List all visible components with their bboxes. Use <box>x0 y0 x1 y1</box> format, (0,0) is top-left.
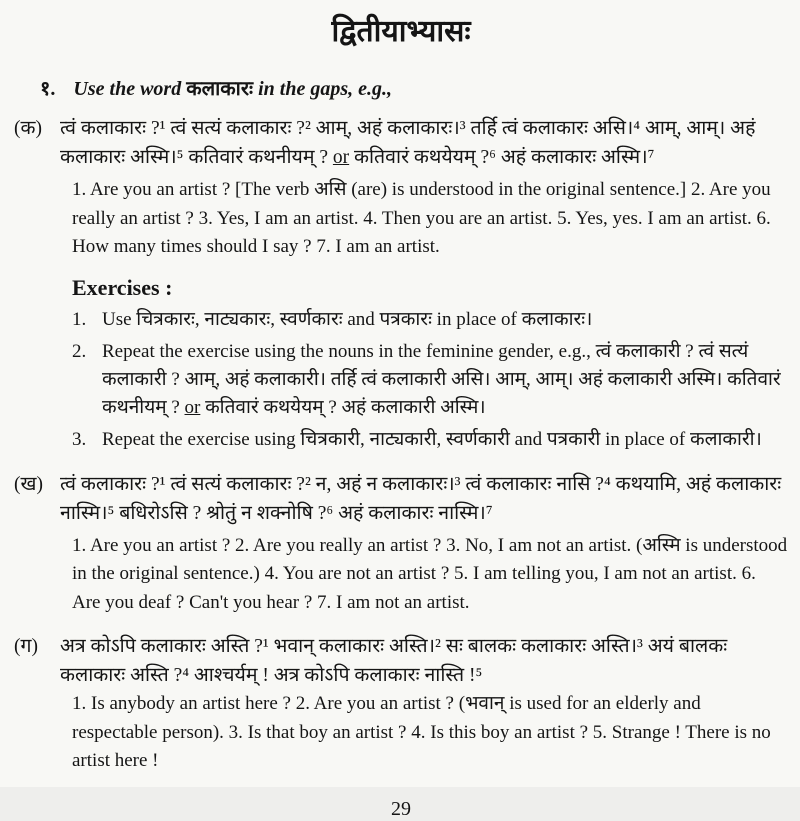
exercise-1-text <box>102 306 788 334</box>
section-kha-marker: (ख) <box>14 473 43 495</box>
section-ka-translation: 1. Are you an artist ? [The verb असि (are) is understood in the original sentence.] 2. Are you really an artist ? 3. Yes, I am an artist. 4. Then you are an artist. 5. Yes, yes. I am an artist. 6. How many times should I say ? 7. I am an artist. <box>72 179 771 257</box>
exercise-2-text-post: कतिवारं कथयेयम् ? अहं कलाकारी अस्मि। <box>200 396 486 418</box>
section-ka <box>14 114 788 172</box>
instruction-line <box>40 76 788 103</box>
instruction-text-pre: Use the word <box>73 78 187 100</box>
exercise-item-1 <box>72 306 788 334</box>
section-ka-sanskrit-post: कतिवारं कथयेयम् ?⁶ अहं कलाकारः अस्मि।⁷ <box>349 147 655 168</box>
instruction-keyword: कलाकारः <box>186 78 254 100</box>
exercise-3-number: 3. <box>72 428 87 450</box>
exercise-item-2 <box>72 338 788 422</box>
instruction-text-post: in the gaps, e.g., <box>253 78 392 100</box>
instruction-number: १. <box>40 78 56 100</box>
section-ga-sanskrit: अत्र कोऽपि कलाकारः अस्ति ?¹ भवान् कलाकारः अस्ति।² सः बालकः कलाकारः अस्ति।³ अयं बालकः कलाकारः अस्ति ?⁴ आश्चर्यम् ! अत्र कोऽपि कलाकारः नास्ति !⁵ <box>60 636 728 686</box>
section-kha-sanskrit: त्वं कलाकारः ?¹ त्वं सत्यं कलाकारः ?² न, अहं न कलाकारः।³ त्वं कलाकारः नासि ?⁴ कथयामि, अहं कलाकारः नास्मि।⁵ बधिरोऽसि ? श्रोतुं न शक्नोषि ?⁶ अहं कलाकारः नास्मि।⁷ <box>60 473 782 524</box>
exercise-3-text-pre: Repeat the exercise using चित्रकारी, नाट्यकारी, स्वर्णकारी and पत्रकारी in place of कलाकारी। <box>102 428 762 450</box>
page-number: 29 <box>391 797 411 820</box>
exercise-3-text <box>102 426 788 454</box>
section-ga-translation: 1. Is anybody an artist here ? 2. Are you an artist ? (भवान् is used for an elderly and respectable person). 3. Is that boy an artist ? 4. Is this boy an artist ? 5. Strange ! There is no artist here ! <box>72 693 771 771</box>
section-ka-or-label: or <box>332 147 350 168</box>
page-title: द्वितीयाभ्यासः <box>331 15 471 48</box>
exercise-2-or-label: or <box>184 396 201 418</box>
section-kha <box>14 470 788 528</box>
exercises-heading: Exercises : <box>72 274 173 300</box>
section-ka-marker: (क) <box>14 118 42 139</box>
section-ga <box>14 632 788 690</box>
section-ka-sanskrit <box>60 114 788 172</box>
exercise-1-number: 1. <box>72 308 87 330</box>
exercise-2-text-pre: Repeat the exercise using the nouns in the feminine gender, e.g., त्वं कलाकारी ? त्वं सत्यं कलाकारी ? आम्, अहं कलाकारी। तर्हि त्वं कलाकारी असि। आम्, आम्। अहं कलाकारी अस्मि। कतिवारं कथनीयम् ? <box>102 340 781 418</box>
section-ka-sanskrit-pre: त्वं कलाकारः ?¹ त्वं सत्यं कलाकारः ?² आम्, अहं कलाकारः।³ तर्हि त्वं कलाकारः असि।⁴ आम्, आम्। अहं कलाकारः अस्मि।⁵ कतिवारं कथनीयम् ? <box>60 118 756 168</box>
exercise-item-3 <box>72 426 788 454</box>
exercise-1-text-pre: Use चित्रकारः, नाट्यकारः, स्वर्णकारः and पत्रकारः in place of कलाकारः। <box>102 308 593 330</box>
section-kha-translation: 1. Are you an artist ? 2. Are you really an artist ? 3. No, I am not an artist. (अस्मि is understood in the original sentence.) 4. You are not an artist ? 5. I am telling you, I am not an artist. 6. Are you deaf ? Can't you hear ? 7. I am not an artist. <box>72 534 788 613</box>
exercise-2-number: 2. <box>72 340 87 362</box>
section-ga-marker: (ग) <box>14 636 38 657</box>
exercise-2-text <box>102 338 788 422</box>
